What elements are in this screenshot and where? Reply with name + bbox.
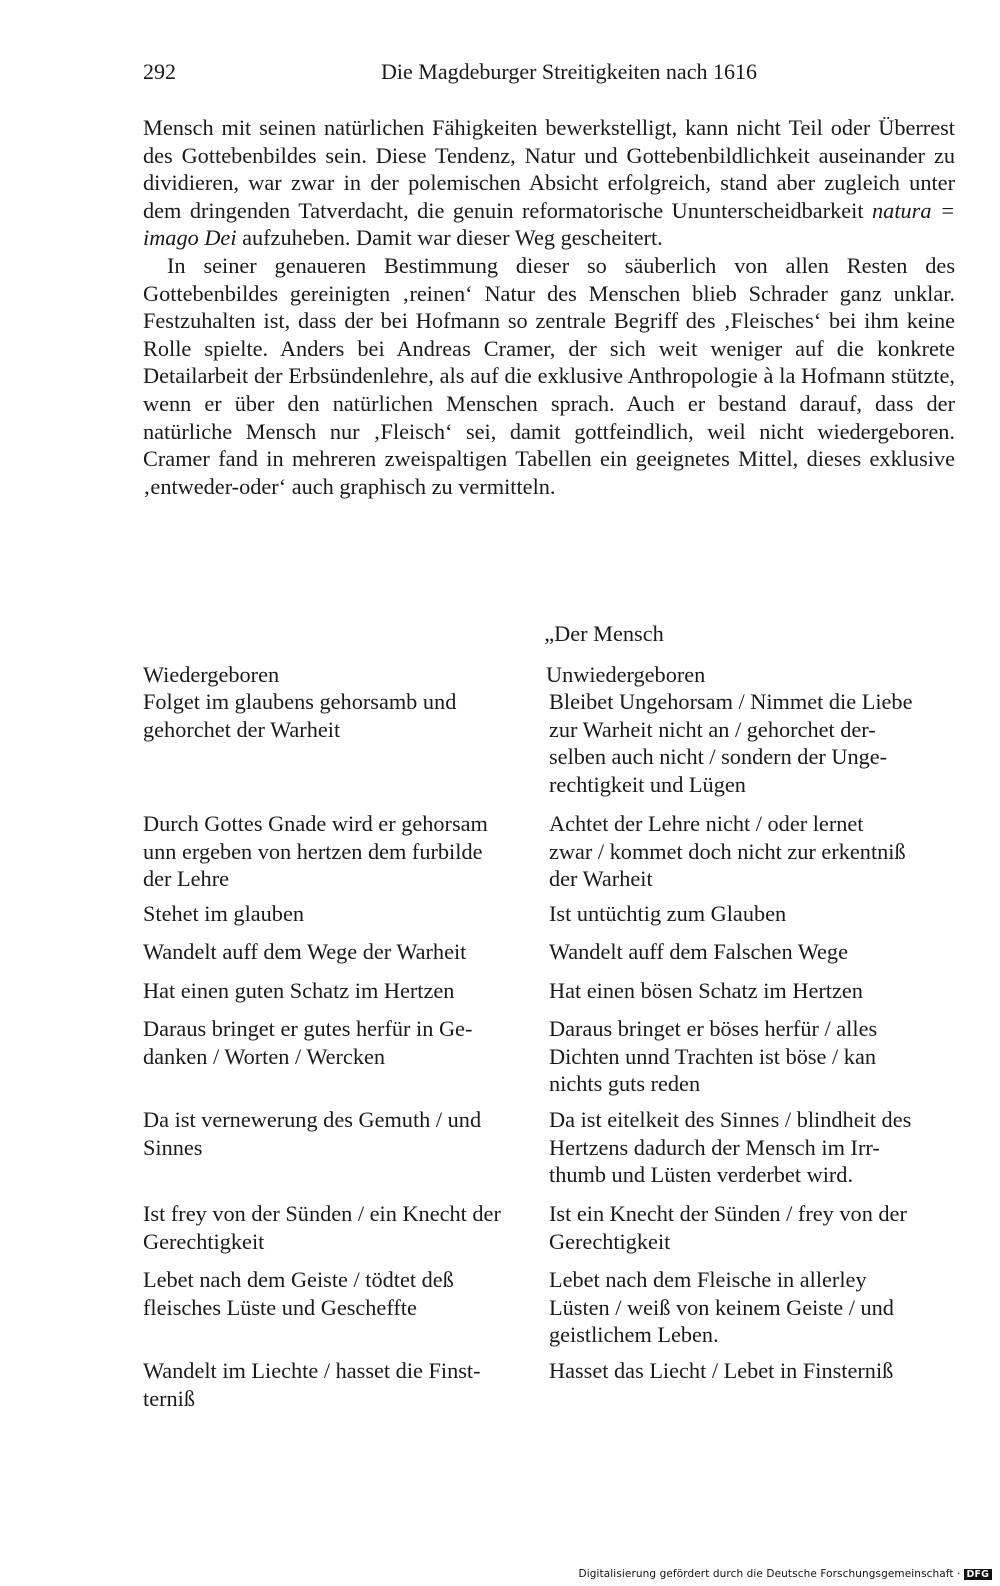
- table-cell-left: Lebet nach dem Geiste / tödtet deß fleisches Lüste und Gescheffte: [143, 1267, 454, 1320]
- paragraph-2: In seiner genaueren Bestimmung dieser so säuberlich von allen Resten des Gottebenbildes gereinigten ‚reinen‘ Natur des Menschen blieb Schrader ganz unklar. Festzuhalten ist, dass der bei Hofmann so zentrale Begriff des ‚Fleisches‘ bei ihm keine Rolle spielte. Anders bei Andreas Cramer, der sich weit weniger auf die konkrete Detailarbeit der Erbsündenlehre, als auf die exklusive Anthropologie à la Hofmann stützte, wenn er über den natürlichen Menschen sprach. Auch er bestand darauf, dass der natürliche Mensch nur ‚Fleisch‘ sei, damit gottfeindlich, weil nicht wiedergeboren. Cramer fand in mehreren zweispaltigen Tabellen ein geeignetes Mittel, dieses exklusive ‚entweder-oder‘ auch graphisch zu vermitteln.: [143, 252, 955, 499]
- table-cell-left: Stehet im glauben: [143, 901, 304, 926]
- table-cell-right: Hasset das Liecht / Lebet in Finsterniß: [549, 1358, 894, 1383]
- table-cell-right: Ist untüchtig zum Glauben: [549, 901, 787, 926]
- table-cell-left: Wandelt im Liechte / hasset die Finst- terniß: [143, 1358, 481, 1411]
- table-cell-left: Durch Gottes Gnade wird er gehorsam unn ergeben von hertzen dem furbilde der Lehre: [143, 811, 488, 892]
- table-cell-right: Achtet der Lehre nicht / oder lernet zwar / kommet doch nicht zur erkentniß der Warheit: [549, 811, 906, 892]
- table-cell-left: Hat einen guten Schatz im Hertzen: [143, 978, 455, 1003]
- table-cell-left: Ist frey von der Sünden / ein Knecht der Gerechtigkeit: [143, 1201, 501, 1254]
- page-header: [143, 56, 955, 88]
- table-cell-left: Folget im glaubens gehorsamb und gehorchet der Warheit: [143, 689, 457, 742]
- running-title: Die Magdeburger Streitigkeiten nach 1616: [381, 59, 757, 84]
- table-cell-right: Daraus bringet er böses herfür / alles Dichten unnd Trachten ist böse / kan nichts guts reden: [549, 1016, 878, 1097]
- table-cell-left: Wandelt auff dem Wege der Warheit: [143, 939, 467, 964]
- table-title: „Der Mensch: [544, 621, 664, 646]
- column-header-left: Wiedergeboren: [143, 662, 280, 687]
- page-number: 292: [143, 59, 176, 84]
- table-cell-right: Bleibet Ungehorsam / Nimmet die Liebe zur Warheit nicht an / gehorchet der- selben auch nicht / sondern der Unge- rechtigkeit und Lügen: [549, 689, 913, 797]
- footer-text: Digitalisierung gefördert durch die Deutsche Forschungsgemeinschaft ·: [578, 1568, 961, 1580]
- dfg-logo: DFG: [964, 1569, 992, 1580]
- table-cell-right: Da ist eitelkeit des Sinnes / blindheit des Hertzens dadurch der Mensch im Irr- thumb und Lüsten verderbet wird.: [549, 1107, 912, 1188]
- paragraph-1: [143, 114, 955, 252]
- table-cell-right: Hat einen bösen Schatz im Hertzen: [549, 978, 863, 1003]
- body-text: [143, 114, 955, 500]
- table-cell-right: Lebet nach dem Fleische in allerley Lüsten / weiß von keinem Geiste / und geistlichem Leben.: [549, 1267, 894, 1348]
- paragraph-1-text-a: Mensch mit seinen natürlichen Fähigkeiten bewerkstelligt, kann nicht Teil oder Überrest des Gottebenbildes sein. Diese Tendenz, Natur und Gottebenbildlichkeit auseinander zu dividieren, war zwar in der polemischen Absicht erfolgreich, stand aber zugleich unter dem dringenden Tatverdacht, die genuin reformatorische Ununterscheidbarkeit: [143, 115, 955, 223]
- table-cell-left: Daraus bringet er gutes herfür in Ge- danken / Worten / Wercken: [143, 1016, 473, 1069]
- digitization-footer: [579, 1568, 992, 1580]
- paragraph-1-italic: natura = imago Dei: [143, 197, 955, 251]
- column-header-right: Unwiedergeboren: [546, 662, 706, 687]
- table-cell-right: Wandelt auff dem Falschen Wege: [549, 939, 848, 964]
- table-cell-left: Da ist vernewerung des Gemuth / und Sinnes: [143, 1107, 482, 1160]
- paragraph-1-text-b: aufzuheben. Damit war dieser Weg gescheitert.: [236, 225, 663, 251]
- table-cell-right: Ist ein Knecht der Sünden / frey von der Gerechtigkeit: [549, 1201, 907, 1254]
